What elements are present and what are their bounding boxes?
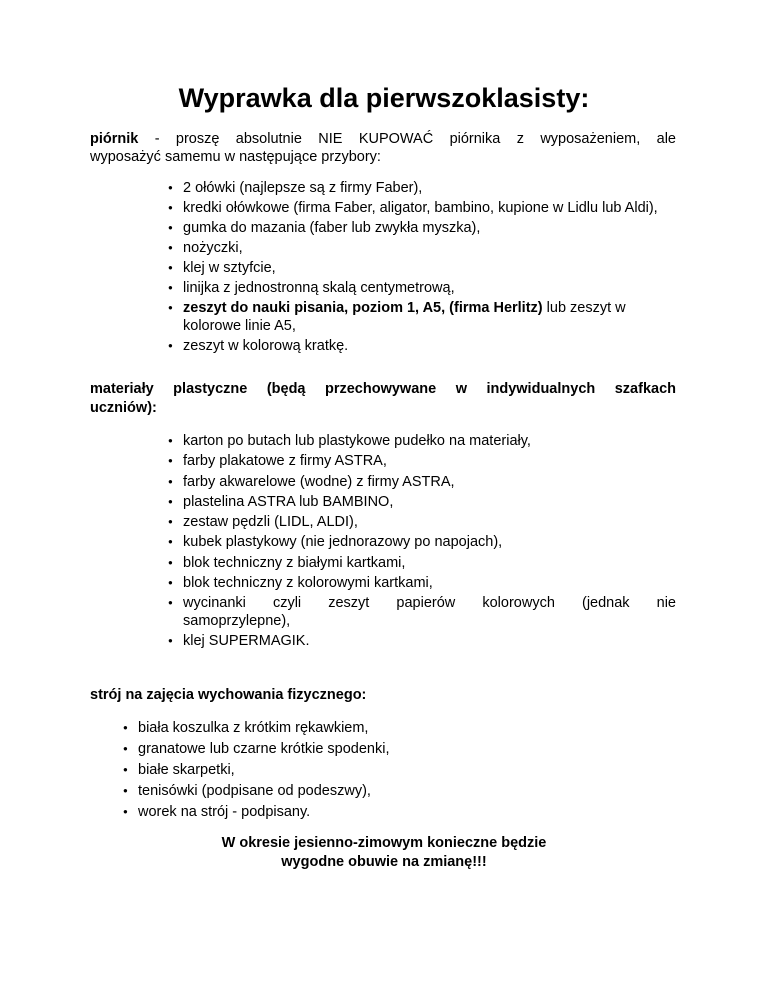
footer-line-1: W okresie jesienno-zimowym konieczne będzie <box>221 835 547 851</box>
page-title: Wyprawka dla pierwszoklasisty: <box>178 83 590 113</box>
list-item: ● klej SUPERMAGIK. <box>183 632 676 650</box>
pe-clothing-list <box>138 719 538 824</box>
notebook-rest: lub zeszyt w kolorowe linie A5, <box>183 300 626 334</box>
list-item: ● 2 ołówki (najlepsze są z firmy Faber), <box>183 179 663 197</box>
list-item: ● zestaw pędzli (LIDL, ALDI), <box>183 513 676 531</box>
list-item: ● gumka do mazania (faber lub zwykła myszka), <box>183 219 663 237</box>
cutouts-line-2: samoprzylepne), <box>183 613 291 629</box>
list-item: ● klej w sztyfcie, <box>183 259 663 277</box>
list-item: ● karton po butach lub plastykowe pudełko na materiały, <box>183 432 676 450</box>
art-supplies-list <box>183 432 676 653</box>
list-item: ● nożyczki, <box>183 239 663 257</box>
list-item: ● białe skarpetki, <box>138 761 538 779</box>
list-item: ● plastelina ASTRA lub BAMBINO, <box>183 493 676 511</box>
intro-lead: piórnik <box>90 131 139 147</box>
art-heading-line-1: materiały plastyczne (będą przechowywane w indywidualnych szafkach <box>90 381 676 397</box>
pe-heading: strój na zajęcia wychowania fizycznego: <box>90 687 367 703</box>
list-item: ● granatowe lub czarne krótkie spodenki, <box>138 740 538 758</box>
list-item <box>183 299 663 335</box>
list-item: ● zeszyt w kolorową kratkę. <box>183 337 663 355</box>
intro-line-1-rest: - proszę absolutnie NIE KUPOWAĆ piórnika z wyposażeniem, ale <box>138 131 676 147</box>
list-item: ● tenisówki (podpisane od podeszwy), <box>138 782 538 800</box>
list-item: ● farby plakatowe z firmy ASTRA, <box>183 452 676 470</box>
list-item: ● worek na strój - podpisany. <box>138 803 538 821</box>
list-item: ● blok techniczny z kolorowymi kartkami, <box>183 574 676 592</box>
notebook-highlight: zeszyt do nauki pisania, poziom 1, A5, (firma Herlitz) <box>183 300 543 316</box>
cutouts-line-1: ● wycinanki czyli zeszyt papierów kolorowych (jednak nie <box>183 595 676 611</box>
list-item: ● biała koszulka z krótkim rękawkiem, <box>138 719 538 737</box>
list-item: ● kubek plastykowy (nie jednorazowy po napojach), <box>183 533 676 551</box>
list-item: ● linijka z jednostronną skalą centymetrową, <box>183 279 663 297</box>
intro-line-1 <box>90 130 676 148</box>
list-item <box>183 594 676 630</box>
list-item: ● blok techniczny z białymi kartkami, <box>183 554 676 572</box>
intro-line-2: wyposażyć samemu w następujące przybory: <box>90 149 381 165</box>
list-item: ● kredki ołówkowe (firma Faber, aligator, bambino, kupione w Lidlu lub Aldi), <box>183 199 663 217</box>
list-item: ● farby akwarelowe (wodne) z firmy ASTRA, <box>183 473 676 491</box>
pencil-case-list <box>183 179 663 357</box>
footer-line-2: wygodne obuwie na zmianę!!! <box>281 854 487 870</box>
art-heading-line-2: uczniów): <box>90 400 157 416</box>
